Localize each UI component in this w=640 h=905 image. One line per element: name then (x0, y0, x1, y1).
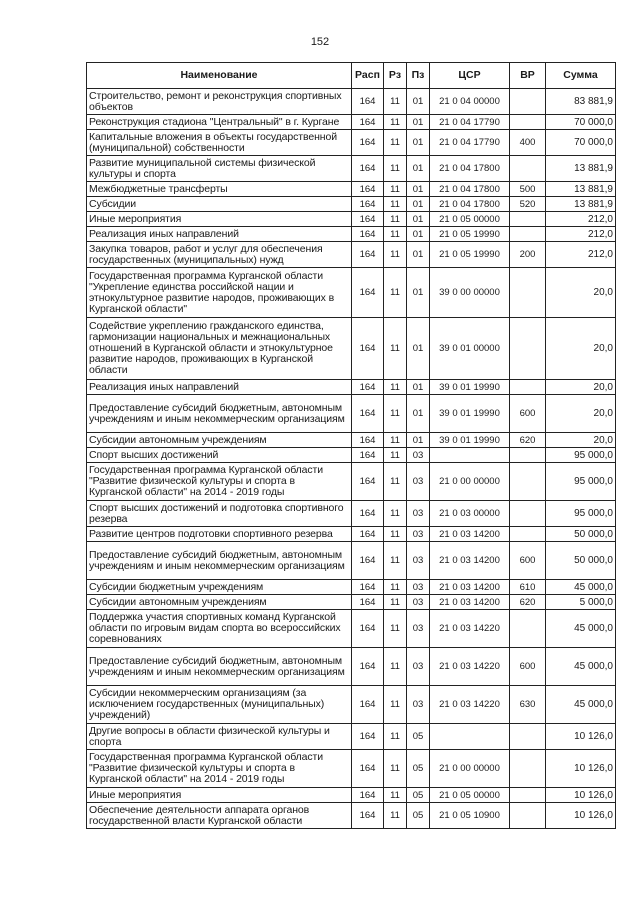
cell-rasp: 164 (352, 750, 384, 788)
table-row (87, 501, 616, 527)
cell-sum: 10 126,0 (546, 788, 616, 803)
cell-vr (510, 750, 546, 788)
cell-pz: 03 (407, 648, 430, 686)
cell-name: Предоставление субсидий бюджетным, автономным учреждениям и иным некоммерческим организациям (87, 395, 352, 433)
cell-vr: 200 (510, 242, 546, 268)
header-rasp: Расп (352, 63, 384, 89)
table-row (87, 686, 616, 724)
cell-vr (510, 156, 546, 182)
cell-name: Закупка товаров, работ и услуг для обеспечения государственных (муниципальных) нужд (87, 242, 352, 268)
cell-rz: 11 (384, 227, 407, 242)
cell-rasp: 164 (352, 595, 384, 610)
cell-rasp: 164 (352, 433, 384, 448)
cell-csr: 21 0 03 14220 (430, 648, 510, 686)
cell-rz: 11 (384, 115, 407, 130)
cell-rz: 11 (384, 610, 407, 648)
cell-sum: 5 000,0 (546, 595, 616, 610)
cell-csr: 21 0 03 14200 (430, 527, 510, 542)
cell-csr: 21 0 05 00000 (430, 212, 510, 227)
cell-sum: 50 000,0 (546, 527, 616, 542)
cell-rz: 11 (384, 89, 407, 115)
cell-name: Другие вопросы в области физической культуры и спорта (87, 724, 352, 750)
cell-rasp: 164 (352, 610, 384, 648)
header-sum: Сумма (546, 63, 616, 89)
cell-rasp: 164 (352, 197, 384, 212)
cell-rz: 11 (384, 542, 407, 580)
cell-sum: 13 881,9 (546, 182, 616, 197)
cell-csr: 21 0 00 00000 (430, 750, 510, 788)
header-vr: ВР (510, 63, 546, 89)
cell-rasp: 164 (352, 501, 384, 527)
cell-csr: 21 0 03 14200 (430, 595, 510, 610)
table-row (87, 89, 616, 115)
table-row (87, 395, 616, 433)
cell-rz: 11 (384, 242, 407, 268)
cell-rasp: 164 (352, 463, 384, 501)
cell-rasp: 164 (352, 268, 384, 318)
cell-pz: 01 (407, 197, 430, 212)
cell-name: Субсидии (87, 197, 352, 212)
cell-csr: 21 0 04 00000 (430, 89, 510, 115)
cell-sum: 95 000,0 (546, 463, 616, 501)
cell-name: Иные мероприятия (87, 788, 352, 803)
header-pz: Пз (407, 63, 430, 89)
cell-sum: 20,0 (546, 433, 616, 448)
cell-pz: 05 (407, 724, 430, 750)
cell-rasp: 164 (352, 380, 384, 395)
budget-table (86, 62, 616, 829)
header-name: Наименование (87, 63, 352, 89)
cell-sum: 45 000,0 (546, 610, 616, 648)
cell-rasp: 164 (352, 542, 384, 580)
cell-csr: 21 0 04 17800 (430, 156, 510, 182)
cell-rasp: 164 (352, 395, 384, 433)
table-body (87, 89, 616, 829)
cell-name: Иные мероприятия (87, 212, 352, 227)
cell-csr: 21 0 03 14220 (430, 686, 510, 724)
cell-sum: 212,0 (546, 227, 616, 242)
cell-pz: 01 (407, 182, 430, 197)
cell-rasp: 164 (352, 803, 384, 829)
cell-rz: 11 (384, 395, 407, 433)
cell-vr (510, 463, 546, 501)
cell-rasp: 164 (352, 115, 384, 130)
cell-rasp: 164 (352, 580, 384, 595)
cell-vr: 630 (510, 686, 546, 724)
cell-sum: 45 000,0 (546, 580, 616, 595)
cell-rz: 11 (384, 750, 407, 788)
cell-vr: 620 (510, 595, 546, 610)
cell-csr: 39 0 01 00000 (430, 318, 510, 380)
cell-sum: 212,0 (546, 242, 616, 268)
cell-vr (510, 803, 546, 829)
cell-csr: 39 0 00 00000 (430, 268, 510, 318)
cell-rz: 11 (384, 433, 407, 448)
table-header-row (87, 63, 616, 89)
cell-csr: 21 0 05 10900 (430, 803, 510, 829)
table-row (87, 156, 616, 182)
cell-vr: 600 (510, 542, 546, 580)
cell-rasp: 164 (352, 318, 384, 380)
cell-name: Государственная программа Курганской области "Развитие физической культуры и спорта в Курганской области" на 2014 - 2019 годы (87, 463, 352, 501)
cell-csr: 21 0 04 17790 (430, 115, 510, 130)
table-row (87, 803, 616, 829)
cell-rz: 11 (384, 318, 407, 380)
cell-pz: 01 (407, 380, 430, 395)
cell-pz: 01 (407, 227, 430, 242)
table-row (87, 788, 616, 803)
cell-pz: 03 (407, 595, 430, 610)
cell-sum: 20,0 (546, 268, 616, 318)
cell-pz: 01 (407, 212, 430, 227)
cell-pz: 03 (407, 527, 430, 542)
cell-vr: 610 (510, 580, 546, 595)
cell-csr: 21 0 03 14200 (430, 542, 510, 580)
cell-vr (510, 318, 546, 380)
table-row (87, 115, 616, 130)
cell-rz: 11 (384, 501, 407, 527)
cell-pz: 01 (407, 156, 430, 182)
table-row (87, 182, 616, 197)
cell-pz: 01 (407, 242, 430, 268)
cell-rz: 11 (384, 156, 407, 182)
table-row (87, 750, 616, 788)
cell-csr: 21 0 03 00000 (430, 501, 510, 527)
cell-pz: 03 (407, 542, 430, 580)
table-row (87, 242, 616, 268)
cell-name: Межбюджетные трансферты (87, 182, 352, 197)
cell-vr (510, 610, 546, 648)
cell-pz: 05 (407, 788, 430, 803)
cell-csr: 21 0 03 14200 (430, 580, 510, 595)
cell-rz: 11 (384, 212, 407, 227)
cell-csr: 39 0 01 19990 (430, 433, 510, 448)
cell-csr: 21 0 05 19990 (430, 227, 510, 242)
table-row (87, 433, 616, 448)
cell-name: Государственная программа Курганской области "Укрепление единства российской нации и этнокультурное развитие народов, проживающих в Курганской области" (87, 268, 352, 318)
cell-rz: 11 (384, 527, 407, 542)
table-row (87, 227, 616, 242)
cell-name: Обеспечение деятельности аппарата органов государственной власти Курганской области (87, 803, 352, 829)
cell-csr: 39 0 01 19990 (430, 395, 510, 433)
cell-rz: 11 (384, 380, 407, 395)
table-row (87, 212, 616, 227)
cell-rz: 11 (384, 448, 407, 463)
cell-sum: 13 881,9 (546, 156, 616, 182)
table-row (87, 648, 616, 686)
cell-sum: 20,0 (546, 318, 616, 380)
cell-pz: 01 (407, 433, 430, 448)
cell-sum: 83 881,9 (546, 89, 616, 115)
cell-csr: 21 0 04 17790 (430, 130, 510, 156)
cell-vr: 600 (510, 648, 546, 686)
cell-csr: 21 0 00 00000 (430, 463, 510, 501)
cell-pz: 03 (407, 686, 430, 724)
cell-rasp: 164 (352, 182, 384, 197)
cell-sum: 20,0 (546, 395, 616, 433)
cell-name: Спорт высших достижений (87, 448, 352, 463)
cell-rz: 11 (384, 268, 407, 318)
cell-rasp: 164 (352, 648, 384, 686)
cell-pz: 01 (407, 115, 430, 130)
cell-name: Субсидии бюджетным учреждениям (87, 580, 352, 595)
cell-csr: 39 0 01 19990 (430, 380, 510, 395)
cell-sum: 95 000,0 (546, 501, 616, 527)
header-csr: ЦСР (430, 63, 510, 89)
table-row (87, 463, 616, 501)
cell-pz: 01 (407, 395, 430, 433)
cell-sum: 212,0 (546, 212, 616, 227)
cell-name: Поддержка участия спортивных команд Курганской области по игровым видам спорта во всероссийских соревнованиях (87, 610, 352, 648)
cell-pz: 05 (407, 803, 430, 829)
cell-rasp: 164 (352, 156, 384, 182)
cell-rasp: 164 (352, 686, 384, 724)
cell-pz: 03 (407, 610, 430, 648)
cell-csr: 21 0 03 14220 (430, 610, 510, 648)
header-rz: Рз (384, 63, 407, 89)
cell-rasp: 164 (352, 130, 384, 156)
table-row (87, 542, 616, 580)
cell-vr (510, 724, 546, 750)
cell-rz: 11 (384, 648, 407, 686)
cell-rz: 11 (384, 686, 407, 724)
table-row (87, 318, 616, 380)
cell-csr: 21 0 04 17800 (430, 182, 510, 197)
cell-sum: 10 126,0 (546, 724, 616, 750)
cell-csr: 21 0 05 00000 (430, 788, 510, 803)
cell-sum: 13 881,9 (546, 197, 616, 212)
cell-name: Капитальные вложения в объекты государственной (муниципальной) собственности (87, 130, 352, 156)
cell-name: Строительство, ремонт и реконструкция спортивных объектов (87, 89, 352, 115)
table-row (87, 197, 616, 212)
cell-pz: 03 (407, 501, 430, 527)
table-row (87, 580, 616, 595)
cell-vr (510, 380, 546, 395)
cell-sum: 20,0 (546, 380, 616, 395)
cell-sum: 45 000,0 (546, 648, 616, 686)
cell-sum: 95 000,0 (546, 448, 616, 463)
cell-pz: 03 (407, 580, 430, 595)
cell-name: Реализация иных направлений (87, 380, 352, 395)
cell-vr (510, 788, 546, 803)
cell-name: Содействие укреплению гражданского единства, гармонизации национальных и межнациональных отношений в Курганской области и этнокультурное развитие народов, проживающих в Курганской области (87, 318, 352, 380)
cell-vr (510, 89, 546, 115)
cell-rasp: 164 (352, 448, 384, 463)
cell-name: Субсидии некоммерческим организациям (за исключением государственных (муниципальных) учреждений) (87, 686, 352, 724)
cell-vr (510, 115, 546, 130)
cell-sum: 10 126,0 (546, 750, 616, 788)
table-row (87, 724, 616, 750)
page-number: 152 (310, 36, 330, 48)
table-row (87, 268, 616, 318)
cell-rz: 11 (384, 595, 407, 610)
table-row (87, 595, 616, 610)
cell-csr: 21 0 04 17800 (430, 197, 510, 212)
cell-vr (510, 448, 546, 463)
cell-rasp: 164 (352, 788, 384, 803)
table-row (87, 130, 616, 156)
cell-rasp: 164 (352, 242, 384, 268)
cell-rasp: 164 (352, 89, 384, 115)
cell-vr: 500 (510, 182, 546, 197)
cell-vr (510, 527, 546, 542)
cell-sum: 70 000,0 (546, 115, 616, 130)
cell-pz: 01 (407, 130, 430, 156)
cell-vr (510, 212, 546, 227)
cell-vr: 620 (510, 433, 546, 448)
cell-name: Развитие центров подготовки спортивного резерва (87, 527, 352, 542)
cell-rasp: 164 (352, 212, 384, 227)
cell-rz: 11 (384, 724, 407, 750)
table-row (87, 380, 616, 395)
cell-pz: 01 (407, 89, 430, 115)
cell-name: Субсидии автономным учреждениям (87, 595, 352, 610)
cell-pz: 05 (407, 750, 430, 788)
table-row (87, 610, 616, 648)
cell-name: Государственная программа Курганской области "Развитие физической культуры и спорта в Курганской области" на 2014 - 2019 годы (87, 750, 352, 788)
cell-vr: 520 (510, 197, 546, 212)
cell-csr (430, 448, 510, 463)
cell-rasp: 164 (352, 527, 384, 542)
cell-vr (510, 268, 546, 318)
table-row (87, 527, 616, 542)
cell-rz: 11 (384, 130, 407, 156)
cell-sum: 10 126,0 (546, 803, 616, 829)
cell-sum: 70 000,0 (546, 130, 616, 156)
cell-rz: 11 (384, 182, 407, 197)
cell-pz: 03 (407, 463, 430, 501)
cell-vr (510, 227, 546, 242)
cell-rz: 11 (384, 788, 407, 803)
cell-pz: 01 (407, 318, 430, 380)
cell-rz: 11 (384, 197, 407, 212)
cell-name: Субсидии автономным учреждениям (87, 433, 352, 448)
cell-name: Реализация иных направлений (87, 227, 352, 242)
cell-rz: 11 (384, 463, 407, 501)
cell-vr: 400 (510, 130, 546, 156)
cell-name: Спорт высших достижений и подготовка спортивного резерва (87, 501, 352, 527)
cell-name: Развитие муниципальной системы физической культуры и спорта (87, 156, 352, 182)
cell-name: Предоставление субсидий бюджетным, автономным учреждениям и иным некоммерческим организациям (87, 648, 352, 686)
cell-rz: 11 (384, 803, 407, 829)
cell-csr (430, 724, 510, 750)
cell-vr: 600 (510, 395, 546, 433)
cell-sum: 50 000,0 (546, 542, 616, 580)
cell-rz: 11 (384, 580, 407, 595)
cell-rasp: 164 (352, 227, 384, 242)
cell-pz: 03 (407, 448, 430, 463)
cell-vr (510, 501, 546, 527)
table-row (87, 448, 616, 463)
cell-name: Предоставление субсидий бюджетным, автономным учреждениям и иным некоммерческим организациям (87, 542, 352, 580)
cell-rasp: 164 (352, 724, 384, 750)
cell-name: Реконструкция стадиона "Центральный" в г. Кургане (87, 115, 352, 130)
cell-sum: 45 000,0 (546, 686, 616, 724)
cell-csr: 21 0 05 19990 (430, 242, 510, 268)
cell-pz: 01 (407, 268, 430, 318)
